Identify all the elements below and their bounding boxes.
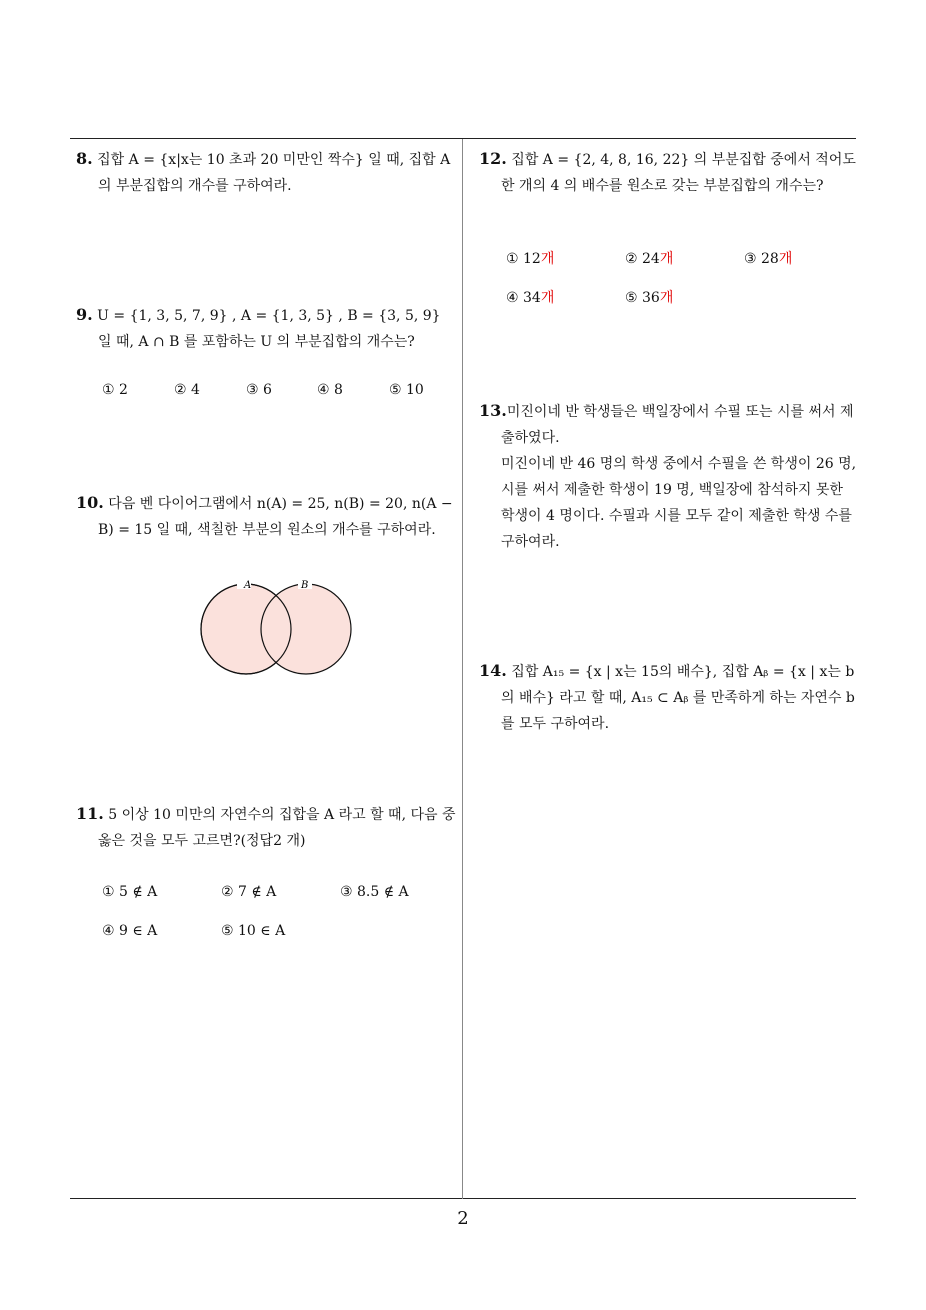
question-text: 집합 A₁₅ = {x | x는 15의 배수}, 집합 Aᵦ = {x | x는 b의 배수} 라고 할 때, A₁₅ ⊂ Aᵦ 를 만족하게 하는 자연수 b 를 모두 구하여라. — [501, 664, 855, 732]
question-number: 9. — [76, 305, 93, 324]
choice-unit: 개 — [778, 251, 793, 267]
question-text: 집합 A = {x|x는 10 초과 20 미만인 짝수} 일 때, 집합 A 의 부분집합의 개수를 구하여라. — [97, 152, 451, 194]
question-13 — [479, 398, 859, 555]
bottom-rule — [70, 1198, 856, 1199]
choice-1[interactable] — [506, 246, 554, 272]
choice-unit: 개 — [540, 290, 555, 306]
choice-3[interactable] — [744, 246, 792, 272]
venn-label-b: B — [301, 580, 309, 591]
question-12 — [479, 146, 859, 199]
question-number: 13. — [479, 401, 507, 420]
choice-2[interactable] — [625, 246, 673, 272]
choice-label: ① 12 — [506, 251, 541, 267]
question-14 — [479, 658, 859, 737]
answer-choices — [102, 879, 482, 905]
choice-2[interactable]: ② 7 ∉ A — [221, 884, 277, 900]
question-10 — [76, 490, 456, 543]
choice-unit: 개 — [659, 251, 674, 267]
answer-choices — [102, 377, 482, 403]
question-9 — [76, 302, 456, 355]
venn-circle-b — [261, 584, 351, 674]
column-divider — [462, 139, 463, 1199]
choice-4[interactable] — [506, 285, 554, 311]
question-number: 12. — [479, 149, 507, 168]
question-text: 다음 벤 다이어그램에서 n(A) = 25, n(B) = 20, n(A − B) = 15 일 때, 색칠한 부분의 원소의 개수를 구하여라. — [98, 496, 453, 538]
choice-2[interactable]: ② 4 — [174, 382, 200, 398]
choice-4[interactable]: ④ 8 — [317, 382, 343, 398]
venn-diagram — [195, 576, 357, 678]
choice-label: ② 24 — [625, 251, 660, 267]
question-text: U = {1, 3, 5, 7, 9} , A = {1, 3, 5} , B = {3, 5, 9} 일 때, A ∩ B 를 포함하는 U 의 부분집합의 개수는? — [97, 308, 441, 350]
question-11 — [76, 801, 456, 854]
answer-choices — [102, 918, 482, 944]
choice-unit: 개 — [659, 290, 674, 306]
answer-choices — [506, 285, 886, 311]
question-number: 14. — [479, 661, 507, 680]
choice-label: ⑤ 36 — [625, 290, 660, 306]
question-number: 11. — [76, 804, 104, 823]
question-text: 미진이네 반 학생들은 백일장에서 수필 또는 시를 써서 제출하였다. — [501, 404, 854, 446]
choice-3[interactable]: ③ 6 — [246, 382, 272, 398]
question-text: 5 이상 10 미만의 자연수의 집합을 A 라고 할 때, 다음 중 옳은 것을 모두 고르면?(정답2 개) — [98, 807, 456, 849]
choice-label: ③ 28 — [744, 251, 779, 267]
page-number: 2 — [457, 1208, 469, 1229]
question-number: 10. — [76, 493, 104, 512]
question-text-continued: 미진이네 반 46 명의 학생 중에서 수필을 쓴 학생이 26 명, 시를 써서 제출한 학생이 19 명, 백일장에 참석하지 못한 학생이 4 명이다. 수필과 시를 모두 같이 제출한 학생 수를 구하여라. — [501, 456, 857, 550]
question-number: 8. — [76, 149, 93, 168]
choice-5[interactable]: ⑤ 10 — [389, 382, 424, 398]
choice-1[interactable]: ① 2 — [102, 382, 128, 398]
choice-unit: 개 — [540, 251, 555, 267]
choice-5[interactable]: ⑤ 10 ∈ A — [221, 923, 286, 939]
choice-1[interactable]: ① 5 ∉ A — [102, 884, 158, 900]
venn-label-a: A — [244, 580, 252, 591]
top-rule — [70, 138, 856, 139]
question-text: 집합 A = {2, 4, 8, 16, 22} 의 부분집합 중에서 적어도 한 개의 4 의 배수를 원소로 갖는 부분집합의 개수는? — [501, 152, 856, 194]
choice-label: ④ 34 — [506, 290, 541, 306]
choice-4[interactable]: ④ 9 ∈ A — [102, 923, 158, 939]
question-8 — [76, 146, 456, 199]
choice-5[interactable] — [625, 285, 673, 311]
choice-3[interactable]: ③ 8.5 ∉ A — [340, 884, 409, 900]
answer-choices — [506, 246, 886, 272]
